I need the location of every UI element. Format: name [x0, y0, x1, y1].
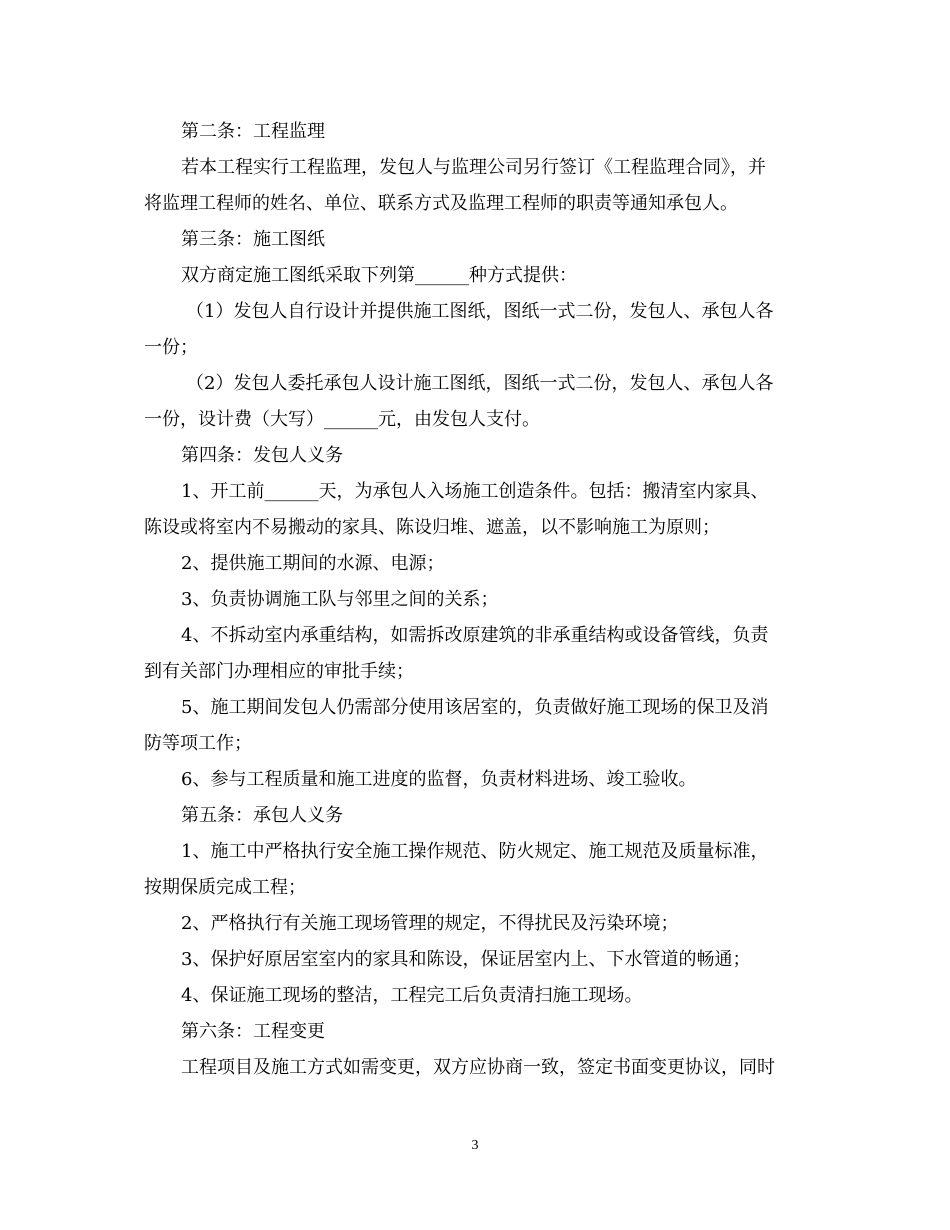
paragraph-line: 按期保质完成工程； [144, 877, 306, 898]
paragraph-line: 6、参与工程质量和施工进度的监督，负责材料进场、竣工验收。 [181, 769, 697, 790]
paragraph-line: 3、保护好原居室室内的家具和陈设，保证居室内上、下水管道的畅通； [181, 949, 751, 970]
paragraph-line: 一份； [144, 337, 198, 358]
paragraph-line: 双方商定施工图纸采取下列第______种方式提供： [181, 265, 577, 286]
paragraph-line: 4、保证施工现场的整洁，工程完工后负责清扫施工现场。 [181, 985, 643, 1006]
article-2-heading: 第二条：工程监理 [181, 121, 325, 142]
paragraph-line: 若本工程实行工程监理，发包人与监理公司另行签订《工程监理合同》，并 [181, 157, 766, 178]
paragraph-line: 3、负责协调施工队与邻里之间的关系； [181, 589, 499, 610]
paragraph-line: 一份，设计费（大写）______元，由发包人支付。 [144, 409, 540, 430]
paragraph-line: （2）发包人委托承包人设计施工图纸，图纸一式二份，发包人、承包人各 [186, 373, 774, 394]
paragraph-line: 防等项工作； [144, 733, 252, 754]
article-6-heading: 第六条：工程变更 [181, 1021, 325, 1042]
article-5-heading: 第五条：承包人义务 [181, 805, 343, 826]
paragraph-line: 2、提供施工期间的水源、电源； [181, 553, 445, 574]
paragraph-line: 2、严格执行有关施工现场管理的规定，不得扰民及污染环境； [181, 913, 679, 934]
paragraph-line: 1、开工前______天，为承包人入场施工创造条件。包括：搬清室内家具、 [181, 481, 769, 502]
article-4-heading: 第四条：发包人义务 [181, 445, 343, 466]
article-3-heading: 第三条：施工图纸 [181, 229, 325, 250]
page-number: 3 [471, 1138, 479, 1153]
paragraph-line: 工程项目及施工方式如需变更，双方应协商一致，签定书面变更协议，同时 [181, 1057, 775, 1078]
paragraph-line: 到有关部门办理相应的审批手续； [144, 661, 414, 682]
paragraph-line: 陈设或将室内不易搬动的家具、陈设归堆、遮盖，以不影响施工为原则； [144, 517, 720, 538]
paragraph-line: 将监理工程师的姓名、单位、联系方式及监理工程师的职责等通知承包人。 [144, 193, 738, 214]
paragraph-line: 4、不拆动室内承重结构，如需拆改原建筑的非承重结构或设备管线，负责 [181, 625, 769, 646]
paragraph-line: 5、施工期间发包人仍需部分使用该居室的，负责做好施工现场的保卫及消 [181, 697, 769, 718]
paragraph-line: （1）发包人自行设计并提供施工图纸，图纸一式二份，发包人、承包人各 [186, 301, 774, 322]
paragraph-line: 1、施工中严格执行安全施工操作规范、防火规定、施工规范及质量标准， [181, 841, 769, 862]
